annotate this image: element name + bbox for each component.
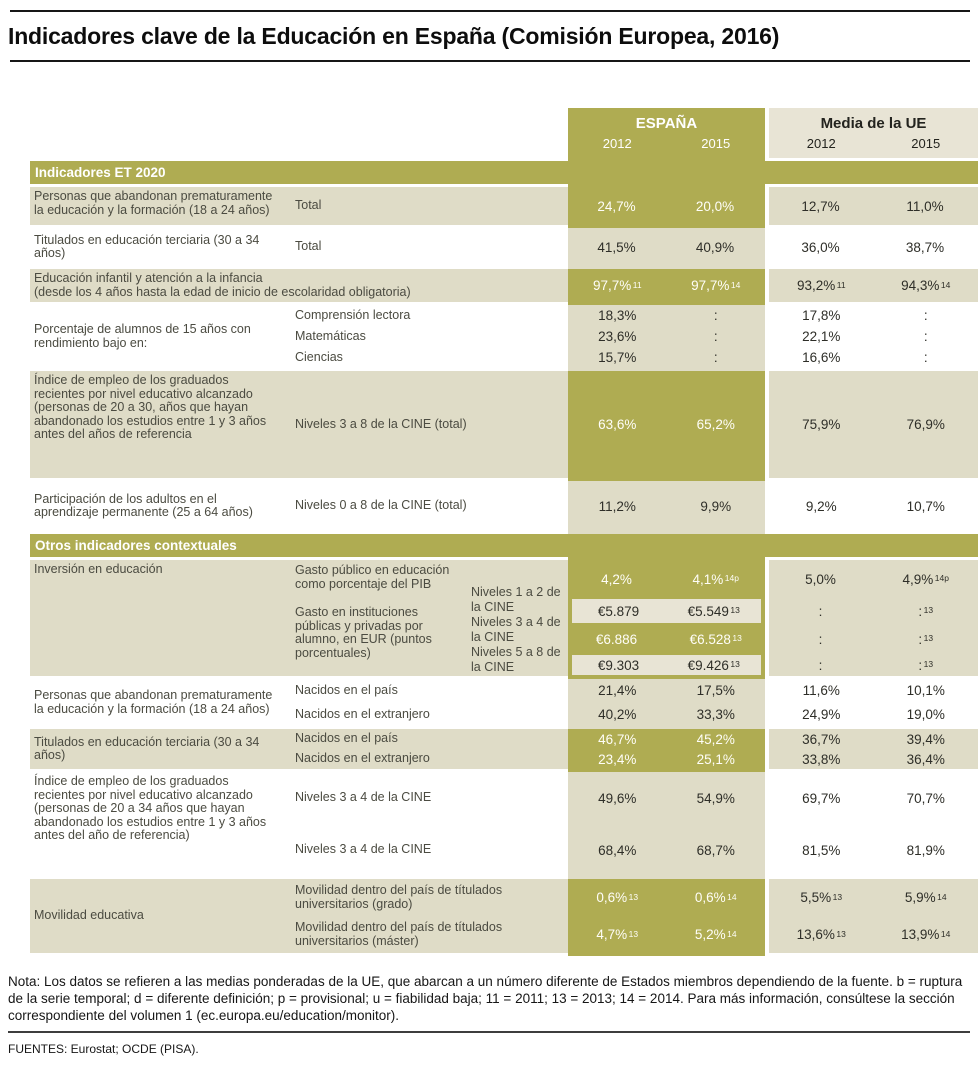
row-label-line1: Educación infantil y atención a la infancia: [34, 271, 263, 285]
eu-values: [769, 269, 978, 302]
value-es-2012: 97,7% $^{11}$: [592, 278, 642, 293]
eu-values: [769, 228, 978, 266]
row-sublabel: Gasto en instituciones públicas y privadas por alumno, en EUR (puntos porcentuales): [295, 605, 432, 660]
header-spacer: [30, 108, 568, 158]
row-sublabel: Nacidos en el país: [295, 731, 398, 746]
value-es-2012: 24,7%: [597, 198, 636, 214]
table-row: [30, 879, 978, 953]
table-row: [30, 228, 978, 266]
value-eu-2015: :: [923, 329, 928, 344]
row-sublabel: Niveles 3 a 8 de la CINE (total): [289, 371, 568, 478]
eu-values: [769, 879, 978, 953]
value-es-2012: 49,6%: [598, 790, 637, 806]
row-sublabel: Niveles 3 a 4 de la CINE: [295, 790, 432, 805]
row-sublabels: [289, 305, 568, 368]
spain-values: [568, 187, 765, 225]
value-es-2012: 41,5%: [597, 239, 636, 255]
spain-values: [568, 481, 765, 531]
table-row-inversion: [30, 560, 978, 676]
value-eu-2015: 38,7%: [905, 239, 945, 255]
value-eu-2015: : $^{13}$: [918, 631, 934, 647]
value-eu-2015: 94,3% $^{14}$: [901, 278, 951, 293]
eu-values: [769, 679, 978, 726]
row-label: Titulados en educación terciaria (30 a 34 años): [30, 228, 289, 266]
value-eu-2015: 13,9% $^{14}$: [901, 927, 951, 942]
table-row: [30, 187, 978, 225]
table-row: [30, 481, 978, 531]
value-es-2015: 97,7% $^{14}$: [691, 278, 741, 293]
value-eu-2015: 19,0%: [906, 706, 945, 722]
cine-level: Niveles 5 a 8 de la CINE: [471, 645, 561, 674]
table-row: [30, 305, 978, 368]
spain-column-header: [568, 108, 765, 158]
value-es-2015: 25,1%: [696, 751, 735, 767]
spain-values: [568, 679, 765, 726]
row-label: Inversión en educación: [30, 560, 289, 676]
row-sublabel: Total: [289, 228, 568, 266]
spain-year-labels: [568, 136, 765, 151]
value-es-2015: :: [713, 308, 718, 323]
value-es-2012: 46,7%: [598, 731, 637, 747]
page-title: Indicadores clave de la Educación en España (Comisión Europea, 2016): [8, 22, 780, 49]
value-es-2015: 40,9%: [695, 239, 735, 255]
eu-values: [769, 305, 978, 368]
table-row: [30, 269, 978, 302]
row-sublabels: [289, 879, 568, 953]
value-es-2015: 45,2%: [696, 731, 735, 747]
value-eu-2012: 36,0%: [801, 239, 840, 255]
eu-values: [769, 371, 978, 478]
row-label: Movilidad educativa: [30, 879, 289, 953]
value-eu-2012: 9,2%: [805, 498, 837, 514]
value-eu-2015: : $^{13}$: [918, 603, 934, 619]
value-es-2012: 4,7% $^{13}$: [596, 927, 639, 942]
spain-values: [568, 305, 765, 368]
spain-values: [568, 772, 765, 876]
value-eu-2015: 11,0%: [906, 198, 944, 214]
spain-year-2012: 2012: [602, 136, 632, 151]
spain-year-2015: 2015: [701, 136, 731, 151]
value-eu-2012: 5,0%: [805, 571, 836, 587]
eu-header-label: Media de la UE: [820, 115, 927, 132]
spain-values: [568, 729, 765, 769]
value-es-2012: 15,7%: [598, 350, 637, 365]
value-eu-2012: 16,6%: [802, 350, 841, 365]
footnote: Nota: Los datos se refieren a las medias ponderadas de la UE, que abarcan a un número diferente de Estados miembros dependiendo de la fuente. b = ruptura de la serie temporal; d = diferente definición; p = provisional; u = fiabilidad baja; 11 = 2011; 13 = 2013; 14 = 2014. Para más información, consúltese la sección correspondiente del volumen 1 (ec.europa.eu/education/monitor).: [8, 974, 963, 1023]
value-es-2012: 23,6%: [598, 329, 637, 344]
value-es-2015: €6.528 $^{13}$: [689, 631, 742, 647]
row-label: [30, 269, 568, 302]
value-eu-2015: 4,9% $^{14p}$: [902, 571, 949, 587]
eu-values: [769, 481, 978, 531]
cine-level: Niveles 1 a 2 de la CINE: [471, 585, 561, 614]
value-eu-2015: 81,9%: [906, 842, 945, 858]
value-es-2015: 0,6% $^{14}$: [694, 890, 737, 905]
table-row: [30, 371, 978, 478]
table-row: [30, 772, 978, 876]
spain-values: [568, 228, 765, 266]
value-eu-2015: : $^{13}$: [918, 657, 934, 673]
spain-values: [568, 560, 765, 676]
value-eu-2012: 36,7%: [802, 731, 841, 747]
cine-level: Niveles 3 a 4 de la CINE: [471, 615, 561, 644]
value-eu-2012: :: [818, 631, 823, 647]
eu-year-2012: 2012: [806, 136, 836, 151]
row-label: Índice de empleo de los graduados recientes por nivel educativo alcanzado (personas de 20 a 30, años que hayan abandonado los estudios entre 1 y 3 años antes del años de referencia: [30, 371, 289, 478]
value-eu-2012: :: [818, 657, 823, 673]
table-row: [30, 679, 978, 726]
inversion-sublabels: [289, 560, 457, 676]
value-eu-2015: 10,1%: [906, 683, 945, 699]
value-eu-2012: 81,5%: [802, 842, 841, 858]
value-es-2015: 9,9%: [700, 498, 732, 514]
row-sublabel: Matemáticas: [295, 328, 366, 343]
row-label: Personas que abandonan prematuramente la educación y la formación (18 a 24 años): [30, 679, 289, 726]
value-es-2015: 5,2% $^{14}$: [694, 927, 737, 942]
table-header-row: [30, 108, 978, 158]
section-header-et2020: [30, 161, 978, 184]
spain-values: [568, 879, 765, 953]
value-es-2012: 18,3%: [598, 308, 637, 323]
eu-values: [769, 772, 978, 876]
row-label: Personas que abandonan prematuramente la educación y la formación (18 a 24 años): [30, 187, 289, 225]
eu-year-labels: [769, 136, 978, 151]
row-sublabel: Total: [289, 187, 568, 225]
value-eu-2015: 10,7%: [906, 498, 945, 514]
value-es-2015: 68,7%: [696, 842, 735, 858]
value-es-2015: 54,9%: [696, 790, 735, 806]
value-eu-2012: 24,9%: [802, 706, 841, 722]
title-bottom-rule: [10, 60, 970, 62]
value-es-2012: 23,4%: [598, 751, 637, 767]
value-es-2012: €6.886: [595, 631, 638, 647]
row-sublabels: [289, 772, 568, 876]
value-es-2015: :: [713, 329, 718, 344]
value-eu-2012: 69,7%: [802, 790, 841, 806]
eu-values: [769, 560, 978, 676]
value-es-2012: €5.879: [597, 603, 640, 619]
value-eu-2012: :: [818, 603, 823, 619]
section-header-otros-label: Otros indicadores contextuales: [35, 538, 237, 553]
spain-values: [568, 269, 765, 302]
value-eu-2015: 70,7%: [906, 790, 945, 806]
row-label: Participación de los adultos en el aprendizaje permanente (25 a 64 años): [30, 481, 289, 531]
cine-level-labels: [457, 560, 568, 676]
value-es-2012: 11,2%: [598, 498, 636, 514]
value-eu-2012: 5,5% $^{13}$: [800, 890, 843, 905]
row-sublabels: [289, 729, 568, 769]
row-sublabels: [289, 679, 568, 726]
eu-values: [769, 729, 978, 769]
value-es-2012: 4,2%: [601, 571, 632, 587]
value-es-2015: 20,0%: [695, 198, 735, 214]
value-es-2015: 4,1% $^{14p}$: [692, 571, 739, 587]
value-eu-2015: 76,9%: [906, 417, 945, 432]
row-label: Índice de empleo de los graduados recientes por nivel educativo alcanzado (personas de 20 a 34 años que hayan abandonado los estudios entre 1 y 3 años antes del año de referencia): [30, 772, 289, 876]
value-es-2012: 40,2%: [598, 706, 637, 722]
value-eu-2012: 33,8%: [802, 751, 841, 767]
value-es-2012: 68,4%: [598, 842, 637, 858]
footer-rule: [8, 1031, 970, 1033]
value-eu-2012: 75,9%: [802, 417, 841, 432]
indicators-table: [30, 108, 978, 953]
eu-values: [769, 187, 978, 225]
row-label-line2: (desde los 4 años hasta la edad de inicio de escolaridad obligatoria): [34, 284, 411, 299]
value-es-2015: :: [713, 350, 718, 365]
value-eu-2015: 36,4%: [906, 751, 945, 767]
row-label: Titulados en educación terciaria (30 a 34 años): [30, 729, 289, 769]
sources-line: FUENTES: Eurostat; OCDE (PISA).: [8, 1042, 199, 1056]
spain-values: [568, 371, 765, 478]
value-eu-2012: 22,1%: [802, 329, 841, 344]
value-es-2015: 33,3%: [696, 706, 735, 722]
row-sublabel: Nacidos en el extranjero: [295, 751, 430, 766]
section-header-otros: [30, 534, 978, 557]
value-eu-2015: 39,4%: [906, 731, 945, 747]
value-eu-2012: 17,8%: [802, 308, 841, 323]
value-es-2015: 65,2%: [696, 417, 735, 432]
value-eu-2015: :: [923, 308, 928, 323]
value-eu-2015: 5,9% $^{14}$: [904, 890, 947, 905]
value-eu-2012: 13,6% $^{13}$: [796, 927, 846, 942]
value-es-2015: €5.549 $^{13}$: [687, 603, 740, 619]
value-es-2012: €9.303: [597, 657, 640, 673]
row-sublabel: Nacidos en el país: [295, 683, 398, 697]
value-es-2015: 17,5%: [696, 683, 735, 699]
highlight-box: [572, 655, 761, 675]
row-sublabels: [289, 560, 568, 676]
value-eu-2012: 11,6%: [802, 683, 840, 699]
row-sublabel: Ciencias: [295, 349, 343, 364]
value-es-2012: 21,4%: [598, 683, 637, 699]
value-es-2015: €9.426 $^{13}$: [687, 657, 740, 673]
row-label: Porcentaje de alumnos de 15 años con rendimiento bajo en:: [30, 305, 289, 368]
section-header-et2020-label: Indicadores ET 2020: [35, 165, 166, 180]
highlight-box: [572, 599, 761, 623]
row-sublabel: Movilidad dentro del país de títulados universitarios (grado): [295, 883, 503, 911]
spain-header-label: ESPAÑA: [635, 115, 698, 132]
row-sublabel: Gasto público en educación como porcentaje del PIB: [295, 563, 450, 591]
row-sublabel: Movilidad dentro del país de títulados universitarios (máster): [295, 920, 503, 948]
value-eu-2015: :: [923, 350, 928, 365]
value-es-2012: 0,6% $^{13}$: [596, 890, 639, 905]
row-sublabel: Niveles 3 a 4 de la CINE: [295, 842, 432, 857]
table-row: [30, 729, 978, 769]
eu-column-header: [769, 108, 978, 158]
row-sublabel: Comprensión lectora: [295, 307, 411, 322]
eu-year-2015: 2015: [911, 136, 941, 151]
row-sublabel: Nacidos en el extranjero: [295, 706, 430, 721]
value-eu-2012: 93,2% $^{11}$: [796, 278, 846, 293]
value-eu-2012: 12,7%: [801, 198, 840, 214]
row-sublabel: Niveles 0 a 8 de la CINE (total): [289, 481, 568, 531]
value-es-2012: 63,6%: [598, 417, 637, 432]
